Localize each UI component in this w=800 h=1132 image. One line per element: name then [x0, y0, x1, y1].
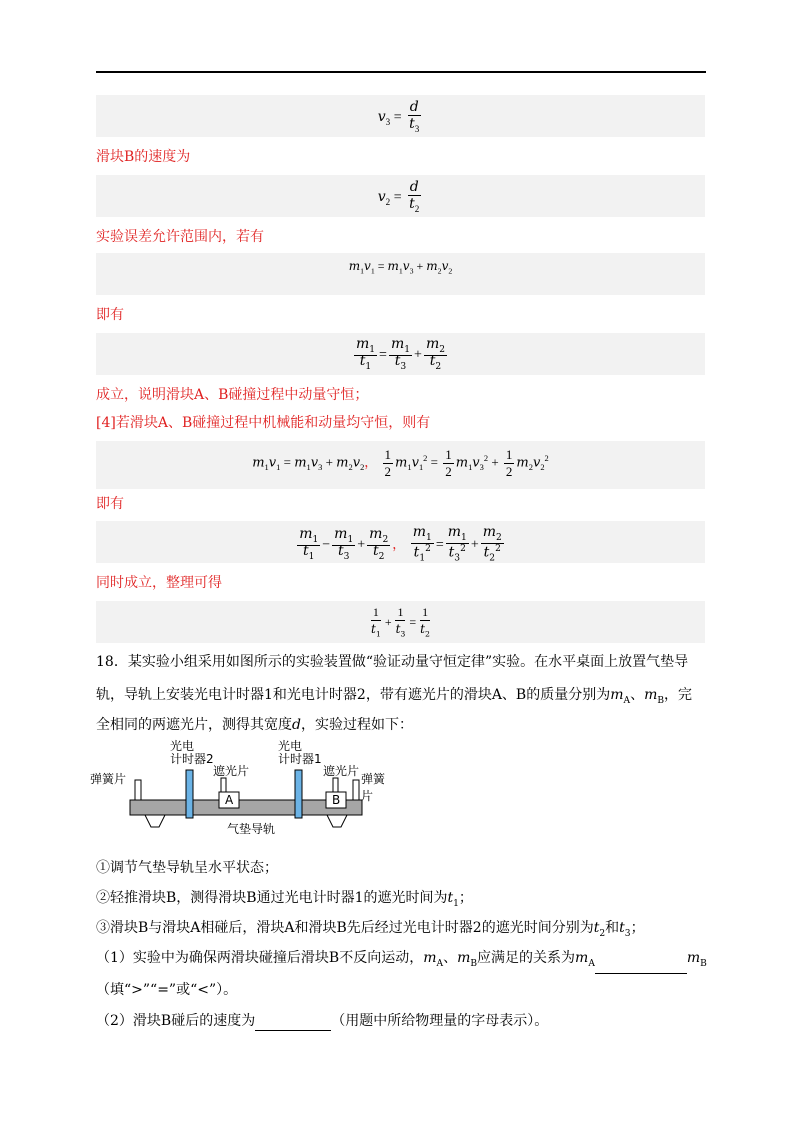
formula-reciprocal: $\frac{1}{t_1}$ + $\frac{1}{t_3}$ = $\frac{1}{t_2}$: [96, 601, 705, 643]
answer-blank-2[interactable]: [255, 1014, 331, 1031]
shade-b: [333, 778, 338, 792]
problem-intro-2a: 轨，导轨上安装光电计时器1和光电计时器2，带有遮光片的滑块A、B的质量分别为: [96, 687, 611, 703]
step-3: ③滑块B与滑块A相碰后，滑块A和滑块B先后经过光电计时器2的遮光时间分别为$t_2$和$t_3$；: [96, 920, 645, 939]
solution-vb-line: 滑块B的速度为: [96, 149, 191, 165]
formula-v2: $v_2$ = $\frac{d}{t_2}$: [96, 175, 705, 217]
timer-2: [186, 770, 193, 818]
solution-jiyou-line-2: 即有: [96, 496, 124, 512]
formula-momentum-energy: $m_1v_1 = m_1v_3 + m_2v_2$， $\frac{1}{2}$ $m_1v_1^2$ = $\frac{1}{2}$ $m_1v_3^2$ + $\frac{1}{2}$ $m_2v_2^2$: [96, 441, 705, 489]
solution-condition-line: 实验误差允许范围内，若有: [96, 229, 264, 245]
formula-momentum: $m_1v_1 = m_1v_3 + m_2v_2$: [96, 253, 705, 295]
apparatus-diagram: [90, 739, 386, 840]
answer-blank-1[interactable]: [595, 957, 687, 974]
label-spring-left: 弹簧片: [90, 772, 127, 786]
label-spring-right: 弹簧片: [361, 772, 386, 803]
solution-established-line: 成立，说明滑块A、B碰撞过程中动量守恒；: [96, 387, 369, 403]
label-shade-left: 遮光片: [213, 764, 250, 778]
label-shade-right: 遮光片: [323, 764, 360, 778]
label-block-b: B: [332, 793, 341, 807]
solution-jiyou-line-1: 即有: [96, 307, 124, 323]
formula-v3: $v_3$ = $\frac{d}{t_3}$: [96, 95, 705, 137]
problem-intro-line-3: 全相同的两遮光片，测得其宽度d，实验过程如下：: [96, 717, 413, 733]
problem-intro-3b: ，实验过程如下：: [300, 717, 413, 733]
track-leg-left: [145, 815, 165, 827]
label-block-a: A: [225, 793, 234, 807]
problem-intro-line-2: 轨，导轨上安装光电计时器1和光电计时器2，带有遮光片的滑块A、B的质量分别为$m_A$、$m_B$，完: [96, 687, 693, 706]
question-1-hint: （填“>”“=”或“<”）。: [96, 982, 238, 998]
step-1: ①调节气垫导轨呈水平状态；: [96, 860, 278, 876]
timer-1: [295, 770, 302, 818]
problem-intro-3a: 全相同的两遮光片，测得其宽度: [96, 717, 292, 733]
shade-a: [221, 778, 226, 792]
label-track: 气垫导轨: [227, 822, 276, 836]
problem-intro-2b: ，完: [664, 687, 693, 703]
problem-intro-line-1: 18．某实验小组采用如图所示的实验装置做“验证动量守恒定律”实验。在水平桌面上放置气垫导: [96, 654, 689, 670]
label-timer1: 光电 计时器1: [278, 739, 322, 766]
solution-part4-line: [4]若滑块A、B碰撞过程中机械能和动量均守恒，则有: [96, 415, 431, 431]
step-2: ②轻推滑块B，测得滑块B通过光电计时器1的遮光时间为$t_1$；: [96, 890, 473, 909]
header-rule: [96, 71, 706, 73]
solution-simplify-line: 同时成立，整理可得: [96, 575, 222, 591]
spring-left: [135, 780, 141, 800]
spring-right: [353, 780, 359, 800]
track-leg-right: [327, 815, 347, 827]
formula-mass-time: $\frac{m_1}{t_1}$ = $\frac{m_1}{t_3}$ + $\frac{m_2}{t_2}$: [96, 333, 705, 375]
label-timer2: 光电 计时器2: [170, 739, 214, 766]
question-1: （1）实验中为确保两滑块碰撞后滑块B不反向运动，$m_A$、$m_B$应满足的关系为$m_A$ $m_B$: [96, 948, 707, 974]
question-2: （2）滑块B碰后的速度为 （用题中所给物理量的字母表示）。: [96, 1013, 549, 1029]
formula-combined: $\frac{m_1}{t_1}$ − $\frac{m_1}{t_3}$ + $\frac{m_2}{t_2}$ ， $\frac{m_1}{t_1^2}$ = $\frac{m_1}{t_3^2}$ + $\frac{m_2}{t_2^2}$: [96, 521, 705, 563]
